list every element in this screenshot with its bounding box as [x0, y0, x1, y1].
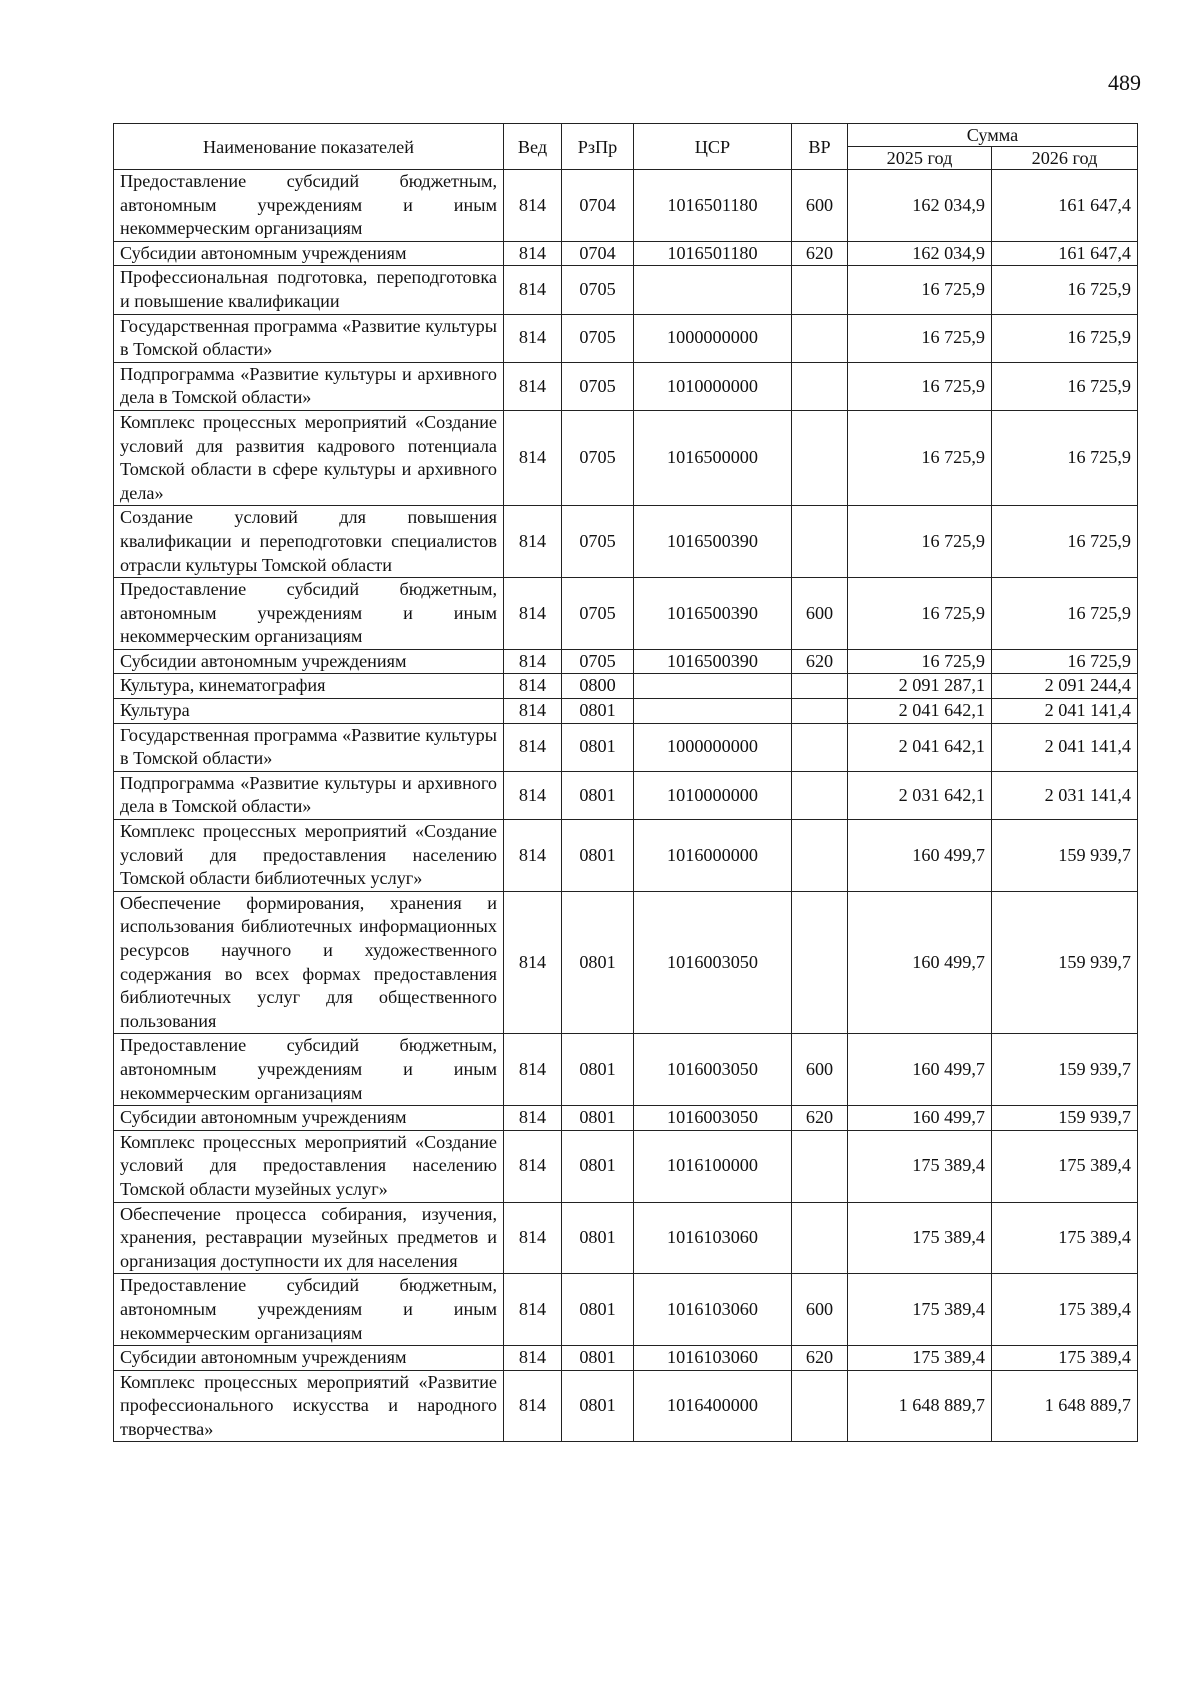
table-row [114, 266, 1138, 314]
cell-sum-2025: 1 648 889,7 [848, 1370, 992, 1442]
cell-ved: 814 [504, 170, 562, 242]
cell-name: Субсидии автономным учреждениям [114, 241, 504, 266]
cell-csr: 1016500390 [634, 649, 792, 674]
cell-sum-2025: 175 389,4 [848, 1130, 992, 1202]
cell-csr: 1016103060 [634, 1274, 792, 1346]
cell-csr [634, 674, 792, 699]
cell-rzpr: 0705 [562, 506, 634, 578]
cell-sum-2025: 16 725,9 [848, 578, 992, 650]
cell-name: Подпрограмма «Развитие культуры и архивного дела в Томской области» [114, 771, 504, 819]
table-row [114, 699, 1138, 724]
cell-rzpr: 0800 [562, 674, 634, 699]
header-name: Наименование показателей [114, 124, 504, 170]
cell-rzpr: 0801 [562, 1370, 634, 1442]
cell-vr [792, 1130, 848, 1202]
cell-csr: 1016501180 [634, 170, 792, 242]
cell-rzpr: 0705 [562, 649, 634, 674]
cell-sum-2026: 175 389,4 [992, 1274, 1138, 1346]
cell-csr: 1000000000 [634, 314, 792, 362]
cell-rzpr: 0704 [562, 170, 634, 242]
cell-sum-2025: 16 725,9 [848, 362, 992, 410]
cell-name: Предоставление субсидий бюджетным, автономным учреждениям и иным некоммерческим организациям [114, 578, 504, 650]
table-row [114, 314, 1138, 362]
cell-rzpr: 0801 [562, 1346, 634, 1371]
cell-rzpr: 0705 [562, 410, 634, 505]
cell-name: Комплекс процессных мероприятий «Создание условий для развития кадрового потенциала Томской области в сфере культуры и архивного дела» [114, 410, 504, 505]
cell-sum-2026: 2 041 141,4 [992, 699, 1138, 724]
cell-rzpr: 0705 [562, 266, 634, 314]
cell-sum-2025: 162 034,9 [848, 170, 992, 242]
cell-ved: 814 [504, 1106, 562, 1131]
cell-ved: 814 [504, 723, 562, 771]
cell-vr [792, 891, 848, 1034]
cell-name: Подпрограмма «Развитие культуры и архивного дела в Томской области» [114, 362, 504, 410]
cell-sum-2026: 2 031 141,4 [992, 771, 1138, 819]
cell-csr: 1016501180 [634, 241, 792, 266]
table-row [114, 410, 1138, 505]
cell-sum-2025: 16 725,9 [848, 266, 992, 314]
cell-vr [792, 362, 848, 410]
cell-rzpr: 0801 [562, 891, 634, 1034]
cell-sum-2026: 1 648 889,7 [992, 1370, 1138, 1442]
cell-name: Профессиональная подготовка, переподготовка и повышение квалификации [114, 266, 504, 314]
cell-name: Предоставление субсидий бюджетным, автономным учреждениям и иным некоммерческим организациям [114, 1034, 504, 1106]
cell-vr: 620 [792, 649, 848, 674]
cell-ved: 814 [504, 578, 562, 650]
cell-sum-2025: 160 499,7 [848, 820, 992, 892]
cell-rzpr: 0801 [562, 1202, 634, 1274]
cell-vr [792, 723, 848, 771]
table-row [114, 649, 1138, 674]
cell-csr: 1016003050 [634, 1034, 792, 1106]
cell-sum-2026: 16 725,9 [992, 266, 1138, 314]
cell-csr: 1016103060 [634, 1346, 792, 1371]
cell-sum-2026: 175 389,4 [992, 1346, 1138, 1371]
table-row [114, 241, 1138, 266]
cell-sum-2025: 16 725,9 [848, 314, 992, 362]
cell-sum-2025: 160 499,7 [848, 1034, 992, 1106]
table-row [114, 362, 1138, 410]
cell-sum-2025: 2 091 287,1 [848, 674, 992, 699]
cell-vr [792, 506, 848, 578]
table-row [114, 578, 1138, 650]
cell-vr: 620 [792, 1346, 848, 1371]
cell-sum-2025: 175 389,4 [848, 1346, 992, 1371]
cell-name: Создание условий для повышения квалификации и переподготовки специалистов отрасли культуры Томской области [114, 506, 504, 578]
cell-vr [792, 699, 848, 724]
cell-sum-2025: 175 389,4 [848, 1274, 992, 1346]
table-row [114, 891, 1138, 1034]
cell-rzpr: 0801 [562, 1274, 634, 1346]
cell-name: Государственная программа «Развитие культуры в Томской области» [114, 723, 504, 771]
cell-rzpr: 0801 [562, 699, 634, 724]
cell-vr: 620 [792, 1106, 848, 1131]
cell-sum-2025: 2 031 642,1 [848, 771, 992, 819]
cell-vr [792, 1202, 848, 1274]
cell-rzpr: 0801 [562, 723, 634, 771]
cell-sum-2026: 16 725,9 [992, 410, 1138, 505]
table-row [114, 1034, 1138, 1106]
cell-vr: 600 [792, 1034, 848, 1106]
cell-sum-2025: 2 041 642,1 [848, 699, 992, 724]
cell-sum-2026: 159 939,7 [992, 1034, 1138, 1106]
cell-vr: 620 [792, 241, 848, 266]
header-year-2025: 2025 год [848, 147, 992, 170]
table-header [114, 124, 1138, 170]
table-row [114, 674, 1138, 699]
cell-csr [634, 699, 792, 724]
cell-name: Культура, кинематография [114, 674, 504, 699]
cell-ved: 814 [504, 1274, 562, 1346]
table-body [114, 170, 1138, 1442]
table-row [114, 1346, 1138, 1371]
cell-sum-2026: 161 647,4 [992, 170, 1138, 242]
cell-sum-2025: 160 499,7 [848, 1106, 992, 1131]
cell-vr [792, 771, 848, 819]
header-csr: ЦСР [634, 124, 792, 170]
header-sum: Сумма [848, 124, 1138, 147]
cell-vr [792, 410, 848, 505]
cell-csr: 1000000000 [634, 723, 792, 771]
header-year-2026: 2026 год [992, 147, 1138, 170]
header-vr: ВР [792, 124, 848, 170]
cell-sum-2026: 159 939,7 [992, 891, 1138, 1034]
cell-sum-2026: 159 939,7 [992, 820, 1138, 892]
cell-csr: 1016003050 [634, 1106, 792, 1131]
cell-vr [792, 674, 848, 699]
cell-ved: 814 [504, 241, 562, 266]
cell-rzpr: 0801 [562, 1106, 634, 1131]
cell-csr: 1016000000 [634, 820, 792, 892]
cell-csr: 1016100000 [634, 1130, 792, 1202]
cell-ved: 814 [504, 771, 562, 819]
cell-csr: 1016003050 [634, 891, 792, 1034]
cell-rzpr: 0801 [562, 771, 634, 819]
table-row [114, 170, 1138, 242]
cell-name: Субсидии автономным учреждениям [114, 1346, 504, 1371]
cell-rzpr: 0704 [562, 241, 634, 266]
cell-ved: 814 [504, 1370, 562, 1442]
table-row [114, 820, 1138, 892]
cell-name: Предоставление субсидий бюджетным, автономным учреждениям и иным некоммерческим организациям [114, 170, 504, 242]
cell-sum-2025: 160 499,7 [848, 891, 992, 1034]
cell-csr: 1016400000 [634, 1370, 792, 1442]
cell-name: Предоставление субсидий бюджетным, автономным учреждениям и иным некоммерческим организациям [114, 1274, 504, 1346]
cell-rzpr: 0801 [562, 820, 634, 892]
cell-name: Культура [114, 699, 504, 724]
cell-sum-2025: 175 389,4 [848, 1202, 992, 1274]
cell-csr: 1010000000 [634, 362, 792, 410]
cell-ved: 814 [504, 674, 562, 699]
budget-table [113, 123, 1138, 1442]
header-rzpr: РзПр [562, 124, 634, 170]
cell-vr [792, 314, 848, 362]
cell-csr: 1016500390 [634, 578, 792, 650]
cell-name: Комплекс процессных мероприятий «Создание условий для предоставления населению Томской области библиотечных услуг» [114, 820, 504, 892]
cell-rzpr: 0801 [562, 1034, 634, 1106]
page-number: 489 [1108, 70, 1141, 95]
cell-rzpr: 0705 [562, 362, 634, 410]
cell-name: Субсидии автономным учреждениям [114, 1106, 504, 1131]
table-row [114, 1106, 1138, 1131]
table-row [114, 723, 1138, 771]
cell-vr: 600 [792, 578, 848, 650]
cell-sum-2026: 16 725,9 [992, 362, 1138, 410]
cell-vr: 600 [792, 170, 848, 242]
cell-vr: 600 [792, 1274, 848, 1346]
table-row [114, 1202, 1138, 1274]
cell-sum-2026: 16 725,9 [992, 578, 1138, 650]
cell-ved: 814 [504, 1034, 562, 1106]
table-row [114, 506, 1138, 578]
cell-sum-2025: 16 725,9 [848, 410, 992, 505]
cell-sum-2025: 162 034,9 [848, 241, 992, 266]
cell-sum-2026: 16 725,9 [992, 649, 1138, 674]
cell-csr: 1016500390 [634, 506, 792, 578]
cell-rzpr: 0705 [562, 578, 634, 650]
table-row [114, 771, 1138, 819]
cell-name: Комплекс процессных мероприятий «Создание условий для предоставления населению Томской области музейных услуг» [114, 1130, 504, 1202]
cell-csr: 1010000000 [634, 771, 792, 819]
cell-name: Комплекс процессных мероприятий «Развитие профессионального искусства и народного творчества» [114, 1370, 504, 1442]
cell-csr: 1016103060 [634, 1202, 792, 1274]
cell-ved: 814 [504, 1202, 562, 1274]
cell-name: Государственная программа «Развитие культуры в Томской области» [114, 314, 504, 362]
cell-sum-2025: 16 725,9 [848, 506, 992, 578]
cell-ved: 814 [504, 820, 562, 892]
cell-rzpr: 0705 [562, 314, 634, 362]
cell-ved: 814 [504, 1346, 562, 1371]
cell-csr: 1016500000 [634, 410, 792, 505]
cell-csr [634, 266, 792, 314]
cell-sum-2026: 2 091 244,4 [992, 674, 1138, 699]
header-ved: Вед [504, 124, 562, 170]
cell-sum-2026: 16 725,9 [992, 314, 1138, 362]
cell-ved: 814 [504, 362, 562, 410]
cell-ved: 814 [504, 506, 562, 578]
cell-rzpr: 0801 [562, 1130, 634, 1202]
cell-ved: 814 [504, 266, 562, 314]
cell-ved: 814 [504, 314, 562, 362]
cell-ved: 814 [504, 410, 562, 505]
cell-sum-2026: 159 939,7 [992, 1106, 1138, 1131]
cell-sum-2025: 16 725,9 [848, 649, 992, 674]
cell-sum-2026: 2 041 141,4 [992, 723, 1138, 771]
cell-name: Обеспечение процесса собирания, изучения, хранения, реставрации музейных предметов и организация доступности их для населения [114, 1202, 504, 1274]
cell-ved: 814 [504, 649, 562, 674]
cell-ved: 814 [504, 699, 562, 724]
table-row [114, 1274, 1138, 1346]
cell-vr [792, 1370, 848, 1442]
cell-vr [792, 820, 848, 892]
cell-ved: 814 [504, 891, 562, 1034]
cell-ved: 814 [504, 1130, 562, 1202]
cell-name: Обеспечение формирования, хранения и использования библиотечных информационных ресурсов научного и художественного содержания во всех формах предоставления библиотечных услуг для общественного пользования [114, 891, 504, 1034]
cell-sum-2025: 2 041 642,1 [848, 723, 992, 771]
cell-sum-2026: 161 647,4 [992, 241, 1138, 266]
table-row [114, 1370, 1138, 1442]
table-row [114, 1130, 1138, 1202]
cell-sum-2026: 16 725,9 [992, 506, 1138, 578]
cell-sum-2026: 175 389,4 [992, 1130, 1138, 1202]
cell-vr [792, 266, 848, 314]
cell-sum-2026: 175 389,4 [992, 1202, 1138, 1274]
cell-name: Субсидии автономным учреждениям [114, 649, 504, 674]
